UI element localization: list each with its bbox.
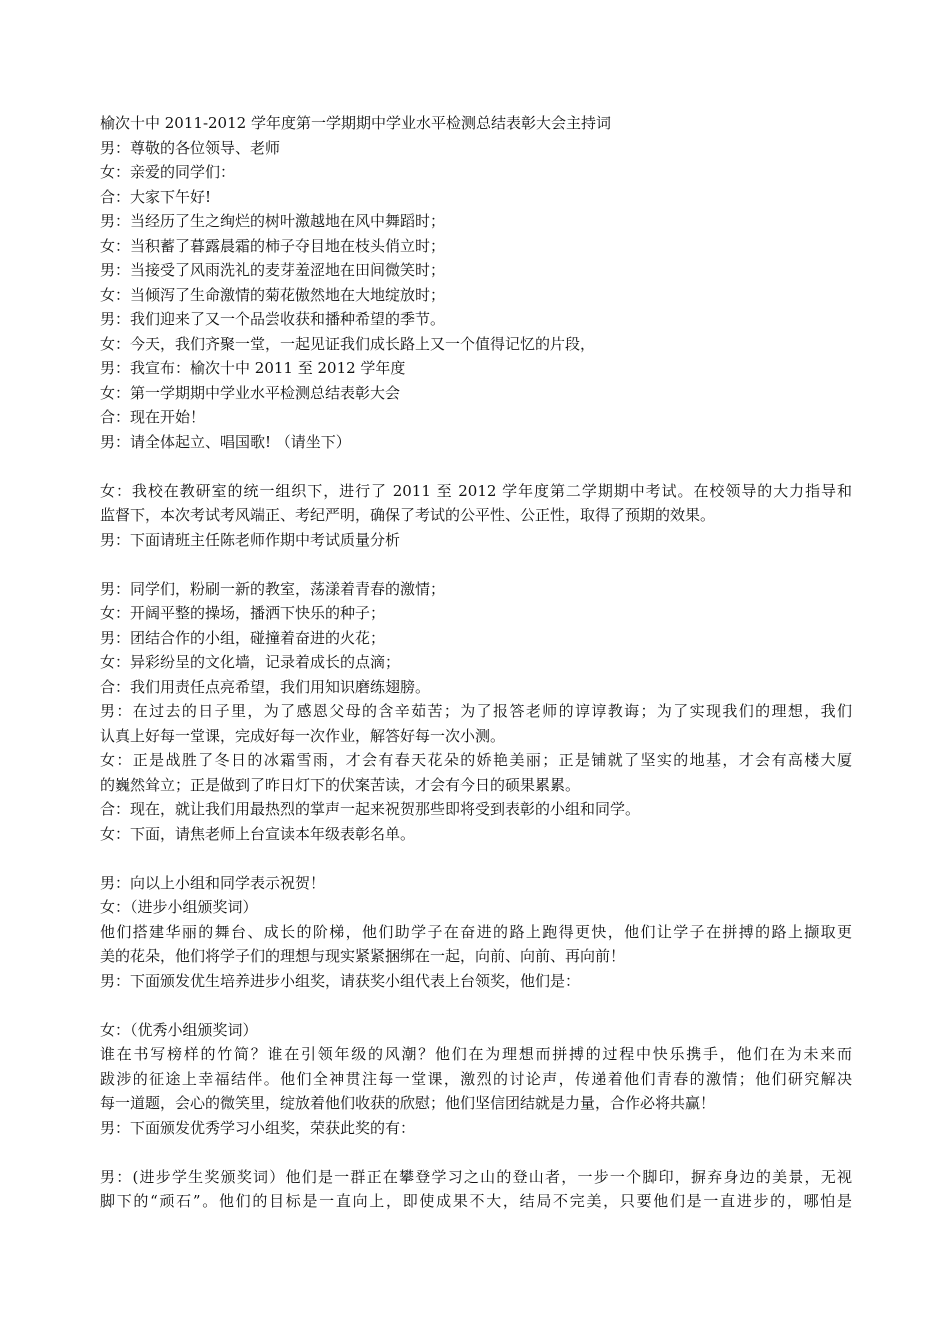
- text-line: 女：异彩纷呈的文化墙，记录着成长的点滴；: [100, 653, 401, 671]
- text-line: 男：当接受了风雨洗礼的麦芽羞涩地在田间微笑时；: [100, 261, 446, 279]
- text-line: 的巍然耸立；正是做到了昨日灯下的伏案苦读，才会有今日的硕果累累。: [100, 775, 581, 794]
- text-line: 女：开阔平整的操场，播洒下快乐的种子；: [100, 604, 386, 622]
- blank-line: [100, 552, 852, 577]
- text-line: 男：下面颁发优秀学习小组奖，荣获此奖的有：: [100, 1118, 416, 1137]
- text-line: 女：正是战胜了冬日的冰霜雪雨，才会有春天花朵的娇艳美丽；正是铺就了坚实的地基，才会有高楼大厦: [100, 751, 852, 769]
- text-line: 跋涉的征途上幸福结伴。他们全神贯注每一堂课，激烈的讨论声，传递着他们青春的激情；他们研究解决: [100, 1069, 852, 1088]
- text-line: 女：下面，请焦老师上台宣读本年级表彰名单。: [100, 824, 416, 843]
- blank-line: [100, 846, 852, 871]
- text-line: 监督下，本次考试考风端正、考纪严明，确保了考试的公平性、公正性，取得了预期的效果。: [100, 506, 716, 524]
- text-line: 女：（进步小组颁奖词）: [100, 898, 258, 916]
- text-line: 男：当经历了生之绚烂的树叶激越地在风中舞蹈时；: [100, 212, 446, 230]
- text-line: 男：下面请班主任陈老师作期中考试质量分析: [100, 530, 401, 549]
- text-line: 男：同学们，粉刷一新的教室，荡漾着青春的激情；: [100, 579, 446, 598]
- text-line: 男：请全体起立、唱国歌! （请坐下）: [100, 432, 351, 451]
- document-body: [100, 111, 852, 1214]
- text-line: 女：（优秀小组颁奖词）: [100, 1020, 258, 1039]
- text-line: 男：(进步学生奖颁奖词）他们是一群正在攀登学习之山的登山者，一步一个脚印，摒弃身边的美景，无视: [100, 1167, 852, 1186]
- blank-line: [100, 993, 852, 1018]
- text-line: 男：下面颁发优生培养进步小组奖，请获奖小组代表上台领奖，他们是：: [100, 971, 581, 990]
- text-line: 合：大家下午好!: [100, 187, 212, 206]
- text-line: 女：我校在教研室的统一组织下，进行了 2011 至 2012 学年度第二学期期中考试。在校领导的大力指导和: [100, 481, 852, 500]
- blank-line: [100, 454, 852, 479]
- document-title: 榆次十中 2011-2012 学年度第一学期期中学业水平检测总结表彰大会主持词: [100, 114, 611, 132]
- text-line: 男：向以上小组和同学表示祝贺！: [100, 873, 326, 892]
- text-line: 女：当积蓄了暮露晨霜的柿子夺目地在枝头俏立时；: [100, 236, 446, 255]
- text-line: 谁在书写榜样的竹简？谁在引领年级的风潮？他们在为理想而拼搏的过程中快乐携手，他们在为未来而: [100, 1045, 852, 1063]
- text-line: 女：第一学期期中学业水平检测总结表彰大会: [100, 383, 401, 402]
- text-line: 脚下的“顽石”。他们的目标是一直向上，即使成果不大，结局不完美，只要他们是一直进步的，哪怕是: [100, 1192, 852, 1210]
- text-line: 每一道题，会心的微笑里，绽放着他们收获的欣慰；他们坚信团结就是力量，合作必将共赢！: [100, 1094, 716, 1112]
- text-line: 他们搭建华丽的舞台、成长的阶梯，他们助学子在奋进的路上跑得更快，他们让学子在拼搏的路上撷取更: [100, 922, 852, 941]
- text-line: 合：现在开始！: [100, 408, 206, 426]
- text-line: 男：我们迎来了又一个品尝收获和播种希望的季节。: [100, 310, 446, 328]
- blank-line: [100, 1140, 852, 1165]
- text-line: 女：今天，我们齐聚一堂，一起见证我们成长路上又一个值得记忆的片段，: [100, 334, 596, 353]
- text-line: 男：在过去的日子里，为了感恩父母的含辛茹苦；为了报答老师的谆谆教诲；为了实现我们的理想，我们: [100, 702, 852, 720]
- text-line: 男：尊敬的各位领导、老师: [100, 138, 281, 157]
- text-line: 男：团结合作的小组，碰撞着奋进的火花；: [100, 628, 386, 647]
- text-line: 女：当倾泻了生命激情的菊花傲然地在大地绽放时；: [100, 285, 446, 304]
- text-line: 合：我们用责任点亮希望，我们用知识磨练翅膀。: [100, 677, 431, 696]
- text-line: 美的花朵，他们将学子们的理想与现实紧紧捆绑在一起，向前、向前、再向前！: [100, 947, 626, 965]
- text-line: 男：我宣布：榆次十中 2011 至 2012 学年度: [100, 359, 406, 377]
- text-line: 女：亲爱的同学们：: [100, 163, 236, 181]
- text-line: 合：现在，就让我们用最热烈的掌声一起来祝贺那些即将受到表彰的小组和同学。: [100, 800, 641, 818]
- text-line: 认真上好每一堂课，完成好每一次作业，解答好每一次小测。: [100, 726, 506, 745]
